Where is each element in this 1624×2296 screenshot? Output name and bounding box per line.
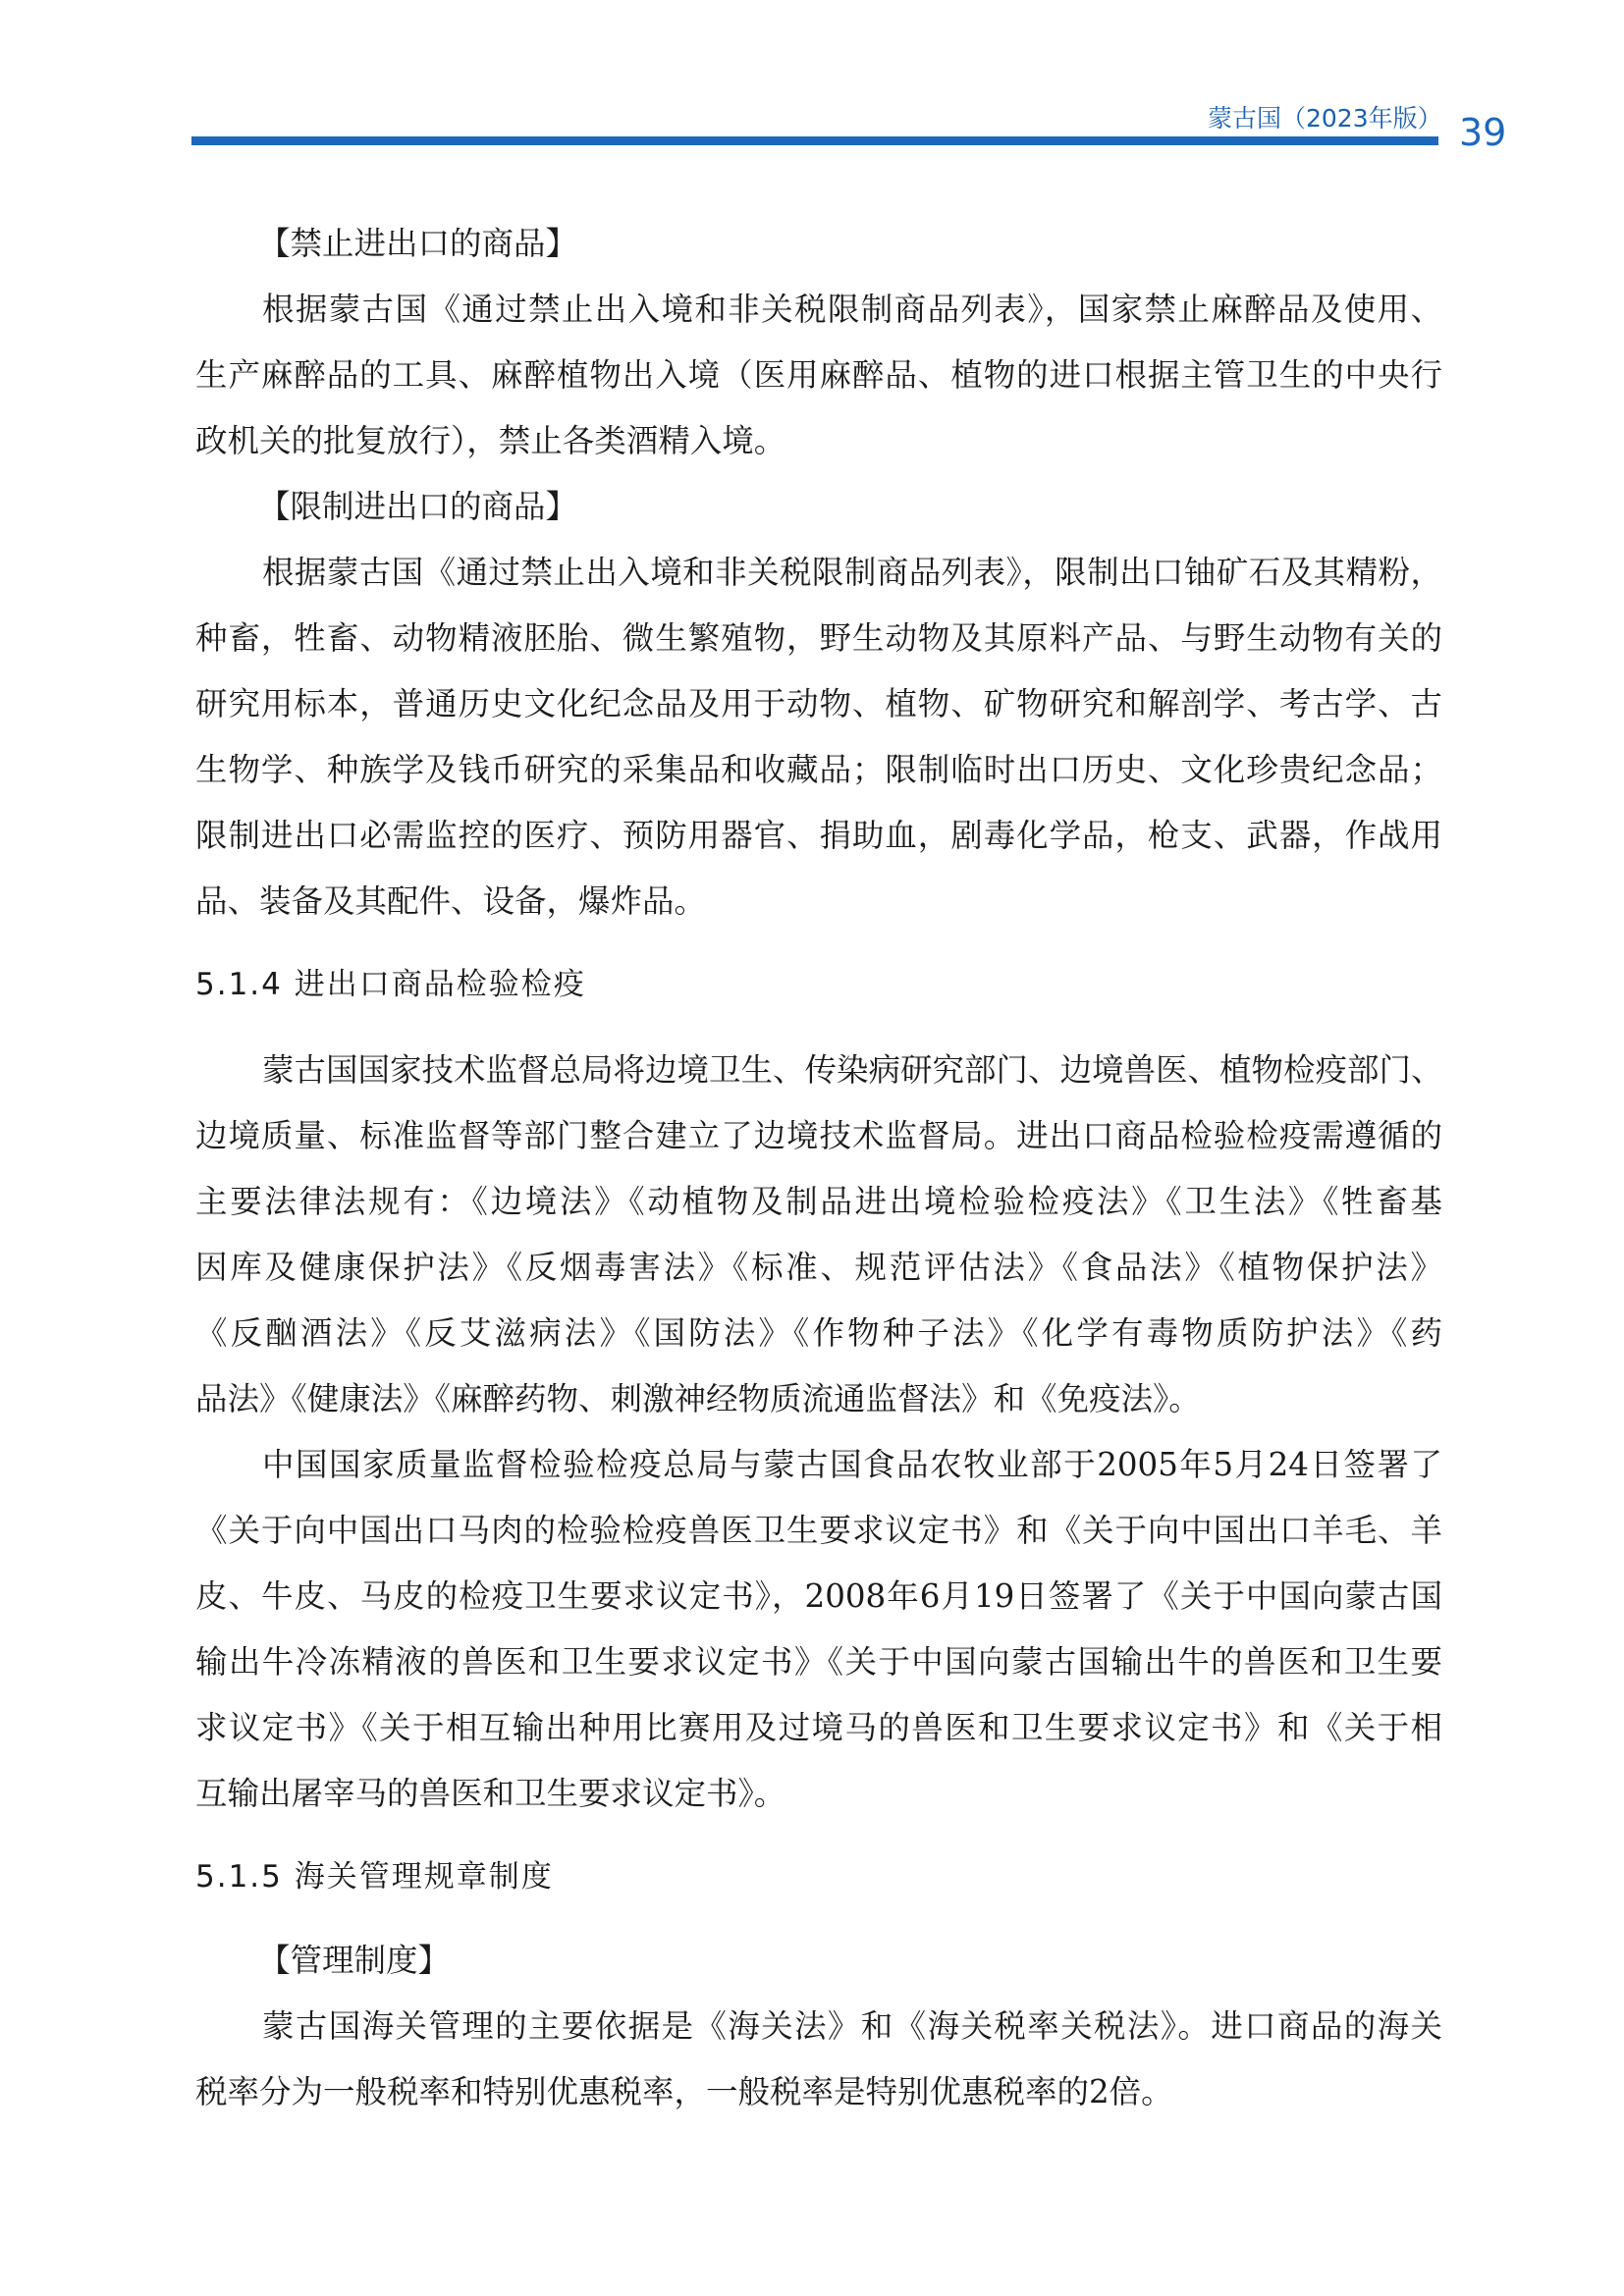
text-line: 皮、牛皮、马皮的检疫卫生要求议定书》，2008年6月19日签署了《关于中国向蒙古国 xyxy=(195,1577,1442,1615)
text-line: 研究用标本，普通历史文化纪念品及用于动物、植物、矿物研究和解剖学、考古学、古 xyxy=(195,685,1442,722)
text-line: 《反酗酒法》《反艾滋病法》《国防法》《作物种子法》《化学有毒物质防护法》《药 xyxy=(195,1314,1442,1352)
paragraph-customs-management xyxy=(195,1994,1442,2125)
text-line: 生物学、种族学及钱币研究的采集品和收藏品；限制临时出口历史、文化珍贵纪念品； xyxy=(195,751,1442,788)
text-line: 中国国家质量监督检验检疫总局与蒙古国食品农牧业部于2005年5月24日签署了 xyxy=(262,1446,1442,1483)
header-title: 蒙古国（2023年版） xyxy=(1208,104,1442,133)
section-heading-5-1-5: 5.1.5 海关管理规章制度 xyxy=(195,1859,554,1895)
text-line: 根据蒙古国《通过禁止出入境和非关税限制商品列表》，限制出口铀矿石及其精粉， xyxy=(262,554,1442,591)
section-heading-restricted: 【限制进出口的商品】 xyxy=(258,488,578,525)
text-line: 种畜，牲畜、动物精液胚胎、微生繁殖物，野生动物及其原料产品、与野生动物有关的 xyxy=(195,619,1442,657)
text-line: 品法》《健康法》《麻醉药物、刺激神经物质流通监督法》和《免疫法》。 xyxy=(195,1380,1201,1417)
section-heading-prohibited: 【禁止进出口的商品】 xyxy=(258,225,578,262)
text-line: 互输出屠宰马的兽医和卫生要求议定书》。 xyxy=(195,1775,786,1812)
header-rule xyxy=(191,136,1438,145)
text-line: 政机关的批复放行），禁止各类酒精入境。 xyxy=(195,422,786,459)
section-heading-5-1-4: 5.1.4 进出口商品检验检疫 xyxy=(195,967,586,1002)
text-line: 输出牛冷冻精液的兽医和卫生要求议定书》《关于中国向蒙古国输出牛的兽医和卫生要 xyxy=(195,1643,1442,1681)
text-line: 税率分为一般税率和特别优惠税率，一般税率是特别优惠税率的2倍。 xyxy=(195,2073,1173,2110)
text-line: 品、装备及其配件、设备，爆炸品。 xyxy=(195,882,707,920)
text-line: 蒙古国海关管理的主要依据是《海关法》和《海关税率关税法》。进口商品的海关 xyxy=(262,2007,1442,2045)
paragraph-restricted xyxy=(195,540,1442,934)
page-content xyxy=(195,211,1442,2125)
page-number: 39 xyxy=(1459,111,1507,154)
text-line: 主要法律法规有：《边境法》《动植物及制品进出境检验检疫法》《卫生法》《牲畜基 xyxy=(195,1183,1442,1220)
paragraph-prohibited xyxy=(195,277,1442,474)
text-line: 因库及健康保护法》《反烟毒害法》《标准、规范评估法》《食品法》《植物保护法》 xyxy=(195,1249,1442,1286)
text-line: 求议定书》《关于相互输出种用比赛用及过境马的兽医和卫生要求议定书》和《关于相 xyxy=(195,1709,1442,1746)
section-heading-management: 【管理制度】 xyxy=(258,1942,451,1979)
text-line: 边境质量、标准监督等部门整合建立了边境技术监督局。进出口商品检验检疫需遵循的 xyxy=(195,1117,1442,1154)
text-line: 限制进出口必需监控的医疗、预防用器官、捐助血，剧毒化学品，枪支、武器，作战用 xyxy=(195,817,1442,854)
paragraph-protocols xyxy=(195,1432,1442,1827)
paragraph-inspection-laws xyxy=(195,1038,1442,1432)
text-line: 蒙古国国家技术监督总局将边境卫生、传染病研究部门、边境兽医、植物检疫部门、 xyxy=(262,1051,1443,1089)
text-line: 《关于向中国出口马肉的检验检疫兽医卫生要求议定书》和《关于向中国出口羊毛、羊 xyxy=(195,1512,1442,1549)
text-line: 生产麻醉品的工具、麻醉植物出入境（医用麻醉品、植物的进口根据主管卫生的中央行 xyxy=(195,356,1442,394)
text-line: 根据蒙古国《通过禁止出入境和非关税限制商品列表》，国家禁止麻醉品及使用、 xyxy=(262,291,1442,328)
